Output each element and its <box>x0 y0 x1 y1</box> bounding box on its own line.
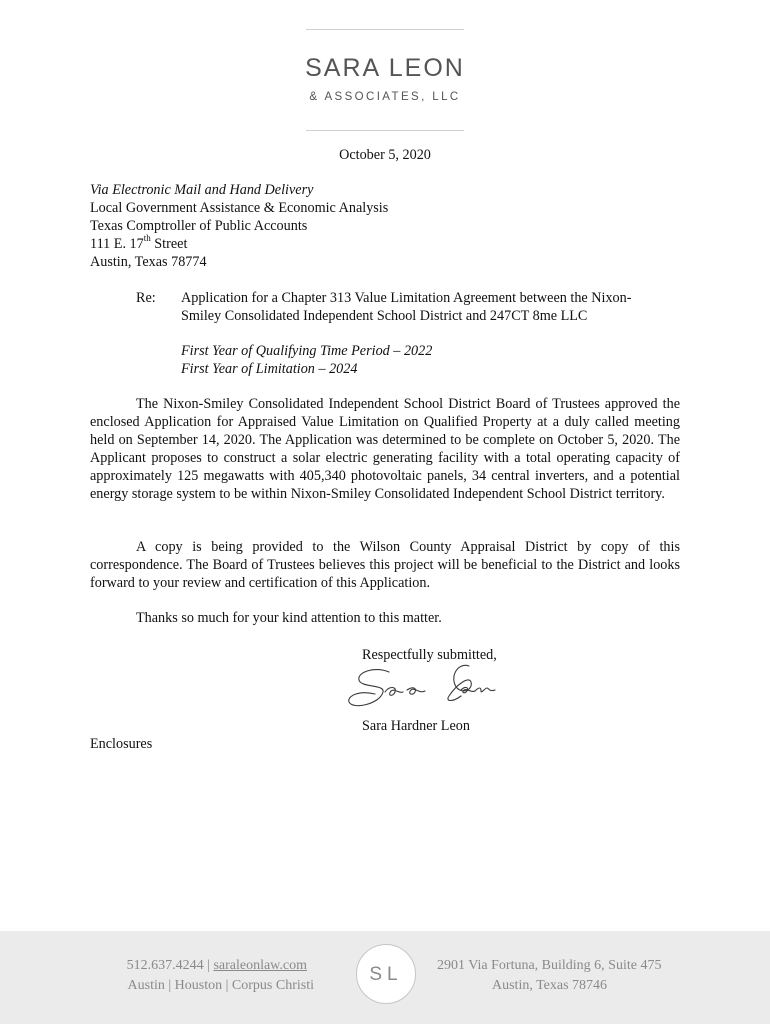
recipient-line-1: Local Government Assistance & Economic Analysis <box>90 200 389 216</box>
recipient-line-2: Texas Comptroller of Public Accounts <box>90 218 308 234</box>
footer-address-line-1: 2901 Via Fortuna, Building 6, Suite 475 <box>437 958 662 973</box>
monogram-logo: SL <box>356 944 416 1004</box>
qualifying-period: First Year of Qualifying Time Period – 2022 <box>181 343 433 359</box>
street-number: 111 E. 17 <box>90 236 144 252</box>
footer-offices: Austin | Houston | Corpus Christi <box>127 978 314 993</box>
letter-date: October 5, 2020 <box>339 147 431 163</box>
page-footer <box>0 931 770 1024</box>
body-paragraph-3: Thanks so much for your kind attention to this matter. <box>136 610 442 626</box>
street-name: Street <box>150 236 188 252</box>
re-line-1: Application for a Chapter 313 Value Limitation Agreement between the Nixon- <box>181 290 632 306</box>
firm-name: SARA LEON <box>305 54 465 82</box>
closing-salutation: Respectfully submitted, <box>362 647 497 663</box>
recipient-city: Austin, Texas 78774 <box>90 254 207 270</box>
footer-address-line-2: Austin, Texas 78746 <box>492 978 608 993</box>
delivery-method: Via Electronic Mail and Hand Delivery <box>90 182 314 198</box>
enclosures: Enclosures <box>90 736 153 752</box>
letterhead-top-rule <box>306 29 464 30</box>
street-suffix: th <box>143 233 151 244</box>
body-paragraph-2: A copy is being provided to the Wilson County Appraisal District by copy of this correspondence. The Board of Trustees believes this project will be beneficial to the District and looks forward to your review and certification of this Application. <box>90 539 680 591</box>
footer-separator: | <box>207 958 210 973</box>
footer-contact <box>127 956 307 976</box>
firm-subtitle: & ASSOCIATES, LLC <box>309 91 461 103</box>
footer-website-link[interactable]: saraleonlaw.com <box>213 958 307 973</box>
re-label: Re: <box>136 290 156 306</box>
signer-name: Sara Hardner Leon <box>362 718 470 734</box>
limitation-year: First Year of Limitation – 2024 <box>181 361 358 377</box>
recipient-street <box>90 235 187 253</box>
re-line-2: Smiley Consolidated Independent School District and 247CT 8me LLC <box>181 308 588 324</box>
letterhead-bottom-rule <box>306 130 464 131</box>
body-paragraph-1: The Nixon-Smiley Consolidated Independent School District Board of Trustees approved the enclosed Application for Appraised Value Limitation on Qualified Property at a duly called meeting held on September 14, 2020. The Application was determined to be complete on October 5, 2020. The Applicant proposes to construct a solar electric generating facility with a total operating capacity of approximately 125 megawatts with 405,340 photovoltaic panels, 34 central inverters, and a potential energy storage system to be within Nixon-Smiley Consolidated Independent School District territory. <box>90 396 680 502</box>
footer-phone: 512.637.4244 <box>126 958 204 973</box>
signature-image <box>345 660 505 716</box>
